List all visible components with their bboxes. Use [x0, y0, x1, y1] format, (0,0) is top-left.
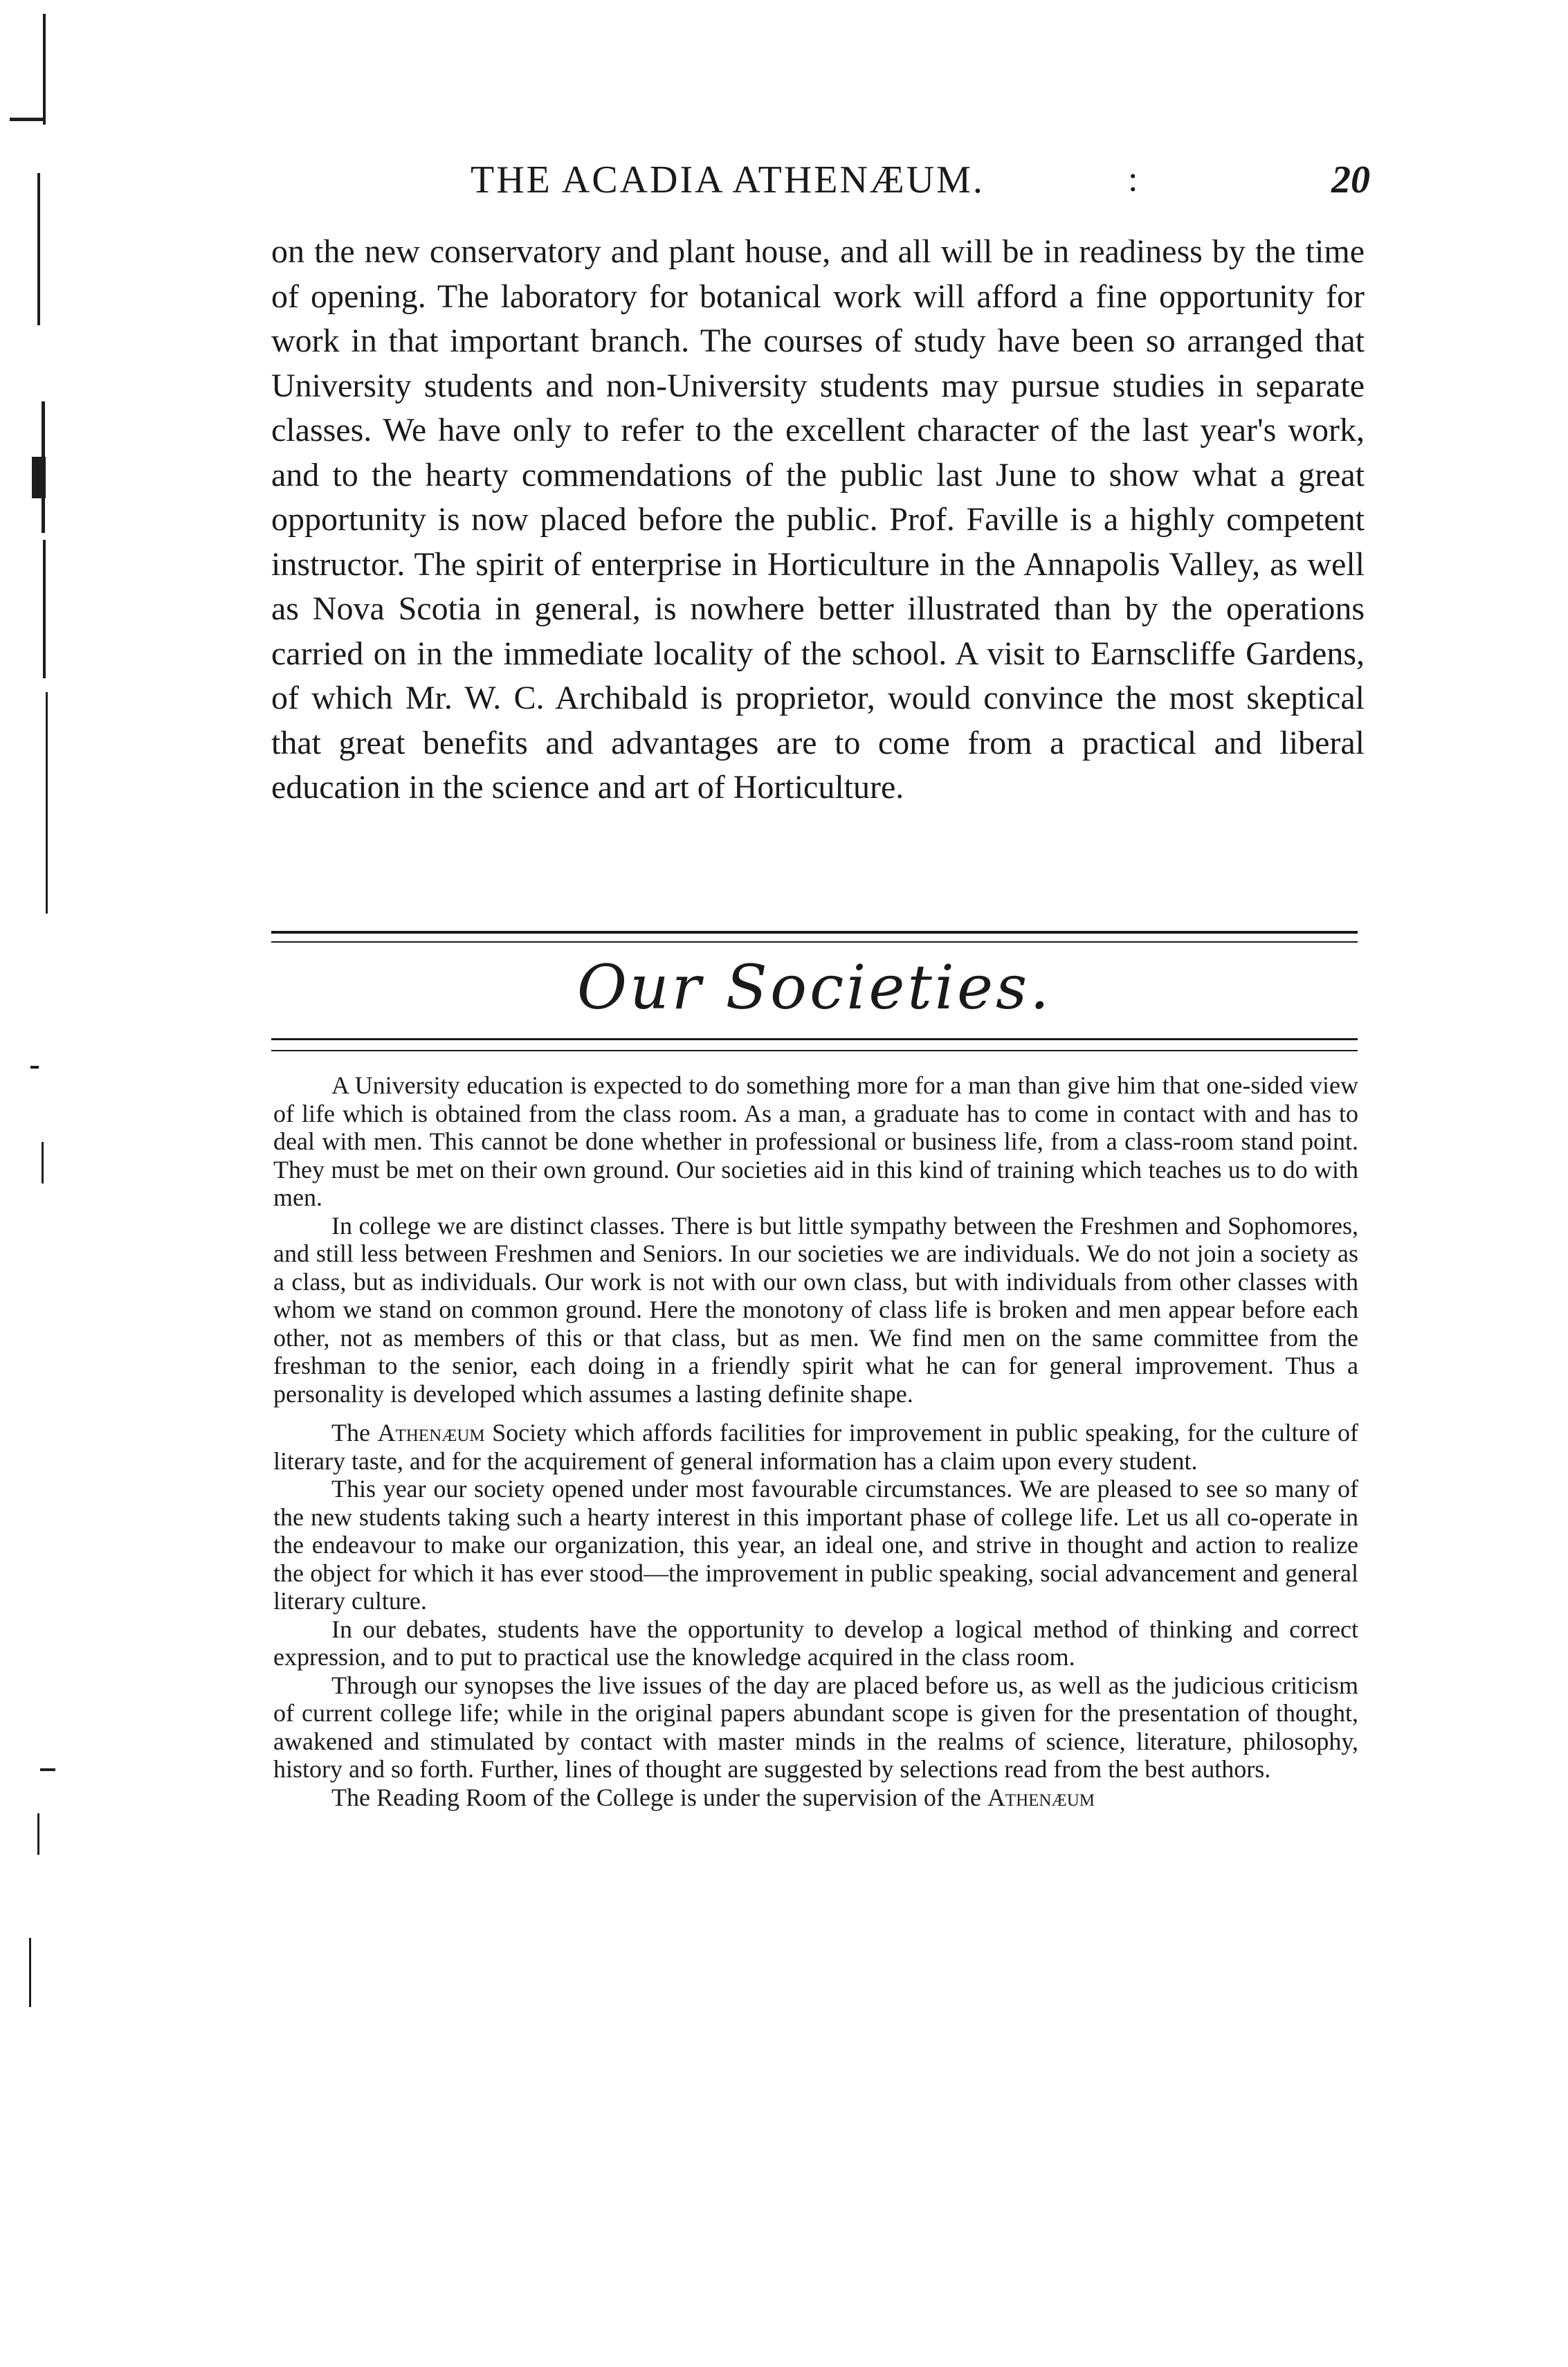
scan-edge-mark	[43, 14, 46, 125]
article-paragraph: on the new conservatory and plant house, and all will be in readiness by the time of opening. The laboratory for botanical work will afford a fine opportunity for work in that important branch. The courses of study have been so arranged that University students and non-University students may pursue studies in separate classes. We have only to refer to the excellent character of the last year's work, and to the hearty commendations of the public last June to show what a great opportunity is now placed before the public. Prof. Faville is a highly competent instructor. The spirit of enterprise in Horticulture in the Annapolis Valley, as well as Nova Scotia in general, is nowhere better illustrated than by the operations carried on in the immediate locality of the school. A visit to Earnscliffe Gardens, of which Mr. W. C. Archibald is proprietor, would convince the most skeptical that great benefits and advantages are to come from a practical and liberal education in the science and art of Horticulture.	[271, 233, 1365, 806]
athenaeum-name: Athenæum	[377, 1419, 485, 1446]
body-paragraph: Through our synopses the live issues of the day are placed before us, as well as the judicious criticism of current college life; while in the original papers abundant scope is given for the presentation of thought, awakened and stimulated by contact with master minds in the realms of science, literature, philosophy, history and so forth. Further, lines of thought are suggested by selections read from the best authors.	[273, 1671, 1358, 1783]
athenaeum-prefix: The	[331, 1419, 370, 1446]
scan-edge-mark	[46, 692, 48, 914]
reading-room-end: Athenæum	[987, 1783, 1095, 1811]
running-header	[277, 158, 1370, 213]
body-paragraph: A University education is expected to do something more for a man than give him that one-sided view of life which is obtained from the class room. As a man, a graduate has to come in contact with and has to deal with men. This cannot be done whether in professional or business life, from a class-room stand point. They must be met on their own ground. Our societies aid in this kind of training which teaches us to do with men.	[273, 1071, 1358, 1211]
scan-edge-mark	[10, 118, 46, 121]
body-paragraph: In our debates, students have the opportunity to develop a logical method of thinking and correct expression, and to put to practical use the knowledge acquired in the class room.	[273, 1615, 1358, 1671]
scan-edge-mark	[37, 1813, 39, 1855]
body-paragraph	[273, 1784, 1358, 1812]
journal-title: THE ACADIA ATHENÆUM.	[471, 158, 985, 201]
article-continuation	[271, 230, 1365, 810]
body-paragraph: In college we are distinct classes. There is but little sympathy between the Freshmen and Sophomores, and still less between Freshmen and Seniors. In our societies we are individuals. We do not join a society as a class, but as individuals. Our work is not with our own class, but with individuals from other classes with whom we stand on common ground. Here the monotony of class life is broken and men appear before each other, not as members of this or that class, but as men. We find men on the same committee from the freshman to the senior, each doing in a friendly spirit what he can for general improvement. Thus a personality is developed which assumes a lasting definite shape.	[273, 1211, 1358, 1408]
scan-edge-mark	[32, 457, 46, 498]
scan-edge-mark	[40, 1768, 55, 1771]
scan-edge-mark	[42, 1142, 44, 1184]
section-heading: Our Societies.	[576, 952, 1052, 1023]
athenaeum-text: Society which affords facilities for improvement in public speaking, for the culture of literary taste, and for the acquirement of general information has a claim upon every student.	[273, 1419, 1359, 1475]
section-divider-bottom	[271, 1038, 1358, 1040]
societies-body	[273, 1071, 1358, 1811]
scan-edge-mark	[30, 1066, 39, 1069]
body-paragraph	[273, 1419, 1358, 1475]
reading-room-text: The Reading Room of the College is under the supervision of the	[331, 1783, 981, 1811]
page-number: 20	[1331, 158, 1370, 201]
section-divider-bottom	[271, 1050, 1358, 1051]
body-paragraph: This year our society opened under most favourable circumstances. We are pleased to see so many of the new students taking such a hearty interest in this important phase of college life. Let us all co-operate in the endeavour to make our organization, this year, an ideal one, and strive in thought and action to realize the object for which it has ever stood—the improvement in public speaking, social advancement and general literary culture.	[273, 1475, 1358, 1615]
header-separator: :	[1128, 160, 1138, 199]
section-divider-top	[271, 931, 1358, 943]
scan-edge-mark	[37, 173, 40, 325]
scan-edge-mark	[29, 1938, 31, 2007]
scan-edge-mark	[43, 540, 46, 678]
